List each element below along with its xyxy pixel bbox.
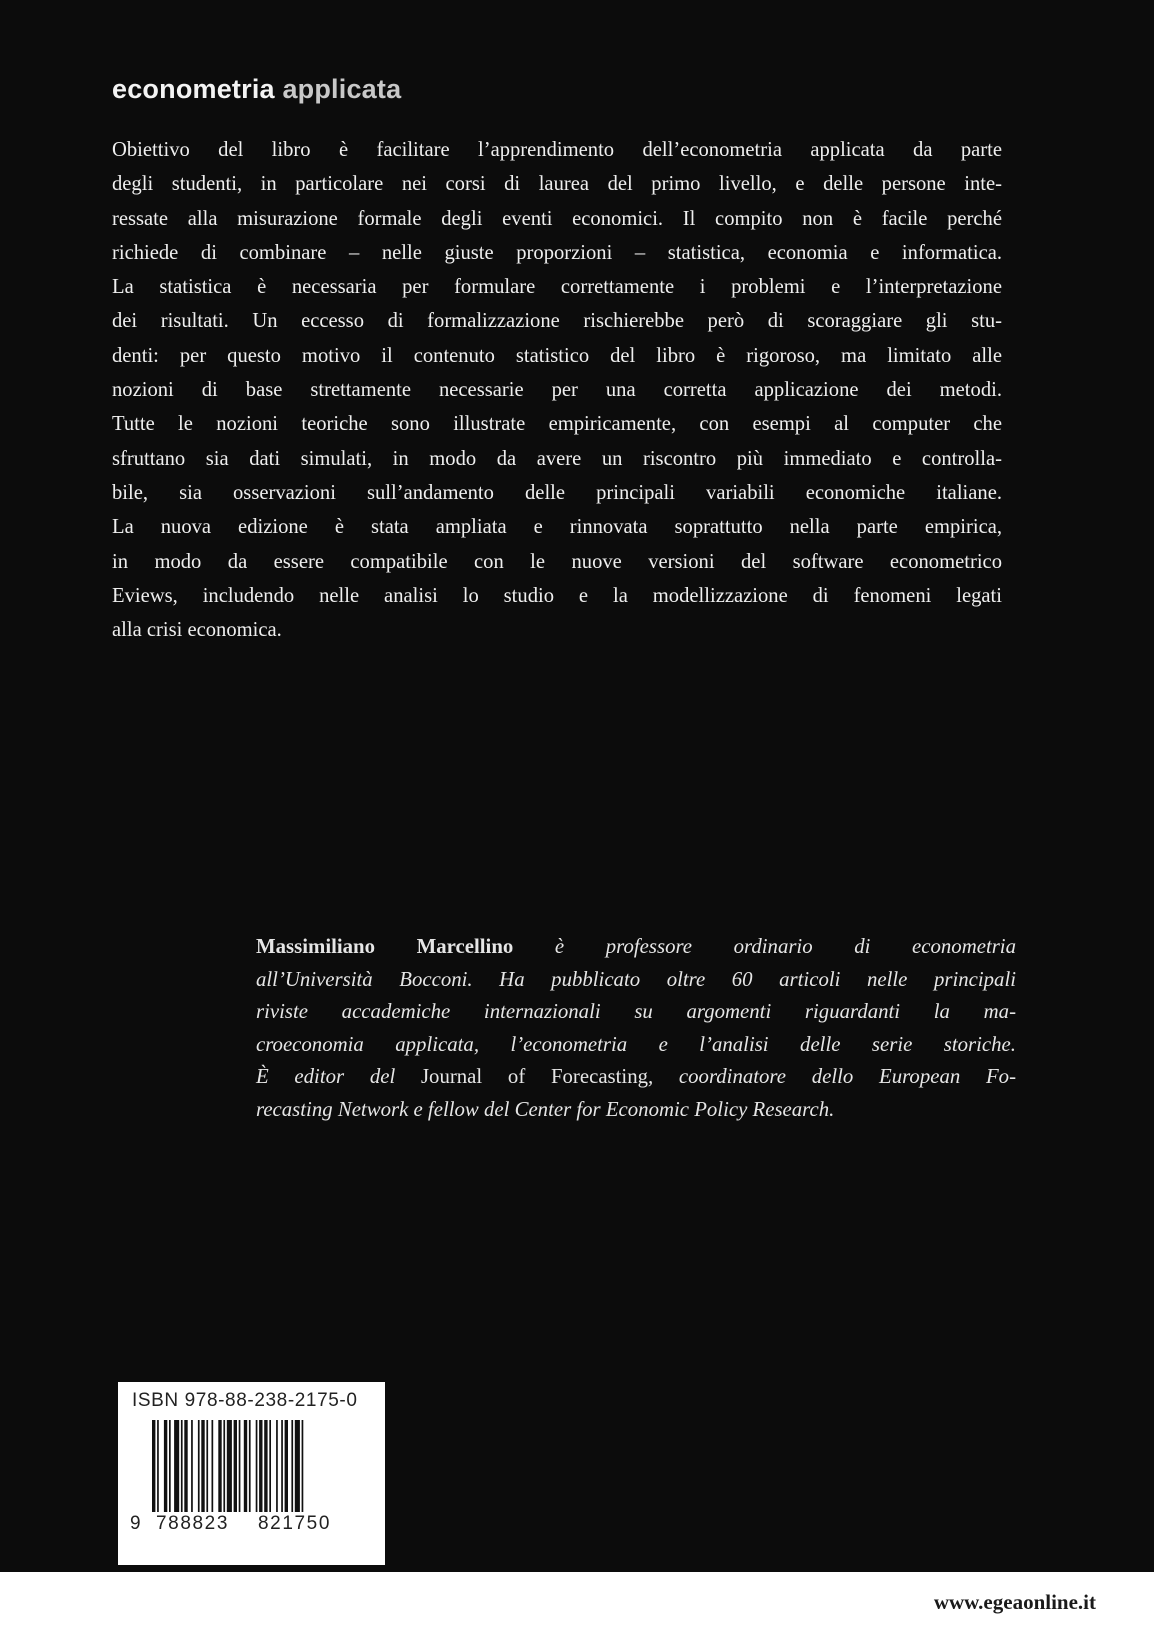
barcode-digits-left: 788823	[156, 1513, 230, 1534]
barcode-bar	[157, 1420, 159, 1512]
barcode-bar	[169, 1420, 171, 1512]
barcode-bar	[201, 1420, 204, 1512]
book-description	[112, 133, 1002, 647]
barcode-bar	[191, 1420, 193, 1512]
barcode-icon	[152, 1420, 352, 1520]
barcode-bar	[234, 1420, 237, 1512]
barcode-bar	[184, 1420, 187, 1512]
barcode-bar	[227, 1420, 232, 1512]
description-line: ressate alla misurazione formale degli eventi economici. Il compito non è facile perché	[112, 207, 1002, 230]
barcode-digits-right: 821750	[258, 1513, 332, 1534]
barcode-bar	[285, 1420, 288, 1512]
bio-line-3: riviste accademiche internazionali su argomenti riguardanti la ma-	[256, 1000, 1016, 1024]
description-line: alla crisi economica.	[112, 619, 282, 642]
series-title-main: econometria	[112, 74, 275, 104]
barcode-bar	[174, 1420, 179, 1512]
description-line: in modo da essere compatibile con le nuove versioni del software econometrico	[112, 550, 1002, 573]
barcode-bar	[218, 1420, 221, 1512]
description-line: richiede di combinare – nelle giuste proporzioni – statistica, economia e informatica.	[112, 241, 1002, 264]
barcode-bar	[259, 1420, 262, 1512]
bio-line-5: È editor del Journal of Forecasting, coordinatore dello European Fo-	[256, 1065, 1017, 1089]
barcode-bar	[269, 1420, 271, 1512]
bio-line-6: recasting Network e fellow del Center for Economic Policy Research.	[256, 1097, 835, 1121]
barcode-bar	[276, 1420, 278, 1512]
isbn-barcode-box	[118, 1382, 385, 1565]
barcode-bar	[152, 1420, 155, 1512]
author-bio	[256, 931, 1016, 1127]
barcode-bar	[223, 1420, 225, 1512]
description-line: nozioni di base strettamente necessarie per una corretta applicazione dei metodi.	[112, 379, 1002, 402]
barcode-bar	[212, 1420, 214, 1512]
barcode-bar	[281, 1420, 283, 1512]
journal-name: Journal of Forecasting	[420, 1065, 648, 1089]
description-line: dei risultati. Un eccesso di formalizzazione rischierebbe però di scoraggiare gli stu-	[112, 310, 1002, 333]
bio-line-4: croeconomia applicata, l’econometria e l’analisi delle serie storiche.	[256, 1032, 1016, 1056]
series-title	[112, 74, 401, 105]
description-line: degli studenti, in particolare nei corsi di laurea del primo livello, e delle persone inte-	[112, 173, 1002, 196]
barcode-digit-lead: 9	[130, 1513, 141, 1534]
barcode-bar	[164, 1420, 167, 1512]
description-line: Obiettivo del libro è facilitare l’apprendimento dell’econometria applicata da parte	[112, 139, 1002, 161]
barcode-bar	[198, 1420, 200, 1512]
description-line: bile, sia osservazioni sull’andamento delle principali variabili economiche italiane.	[112, 481, 1002, 504]
description-line: sfruttano sia dati simulati, in modo da avere un riscontro più immediato e controlla-	[112, 447, 1002, 470]
barcode-bar	[302, 1420, 304, 1512]
barcode-bar	[244, 1420, 247, 1512]
author-name: Massimiliano Marcellino	[256, 935, 514, 958]
description-line: Eviews, includendo nelle analisi lo studio e la modellizzazione di fenomeni legati	[112, 584, 1002, 607]
barcode-bar	[256, 1420, 258, 1512]
barcode-bar	[206, 1420, 208, 1512]
barcode-bar	[291, 1420, 293, 1512]
bio-line-2: all’Università Bocconi. Ha pubblicato oltre 60 articoli nelle principali	[256, 967, 1016, 991]
bio-line-1: Massimiliano Marcellino è professore ordinario di econometria	[256, 935, 1016, 958]
barcode-bar	[264, 1420, 267, 1512]
publisher-website: www.egeaonline.it	[933, 1590, 1096, 1614]
description-line: La nuova edizione è stata ampliata e rinnovata soprattutto nella parte empirica,	[112, 516, 1002, 539]
barcode-bar	[295, 1420, 300, 1512]
isbn-label: ISBN 978-88-238-2175-0	[132, 1390, 358, 1411]
description-line: Tutte le nozioni teoriche sono illustrate empiricamente, con esempi al computer che	[112, 413, 1002, 436]
barcode-bar	[239, 1420, 241, 1512]
description-line: La statistica è necessaria per formulare correttamente i problemi e l’interpretazione	[112, 276, 1002, 299]
barcode-bar	[181, 1420, 183, 1512]
barcode-bar	[249, 1420, 251, 1512]
description-line: denti: per questo motivo il contenuto statistico del libro è rigoroso, ma limitato alle	[112, 344, 1002, 367]
series-title-accent: applicata	[282, 74, 402, 104]
